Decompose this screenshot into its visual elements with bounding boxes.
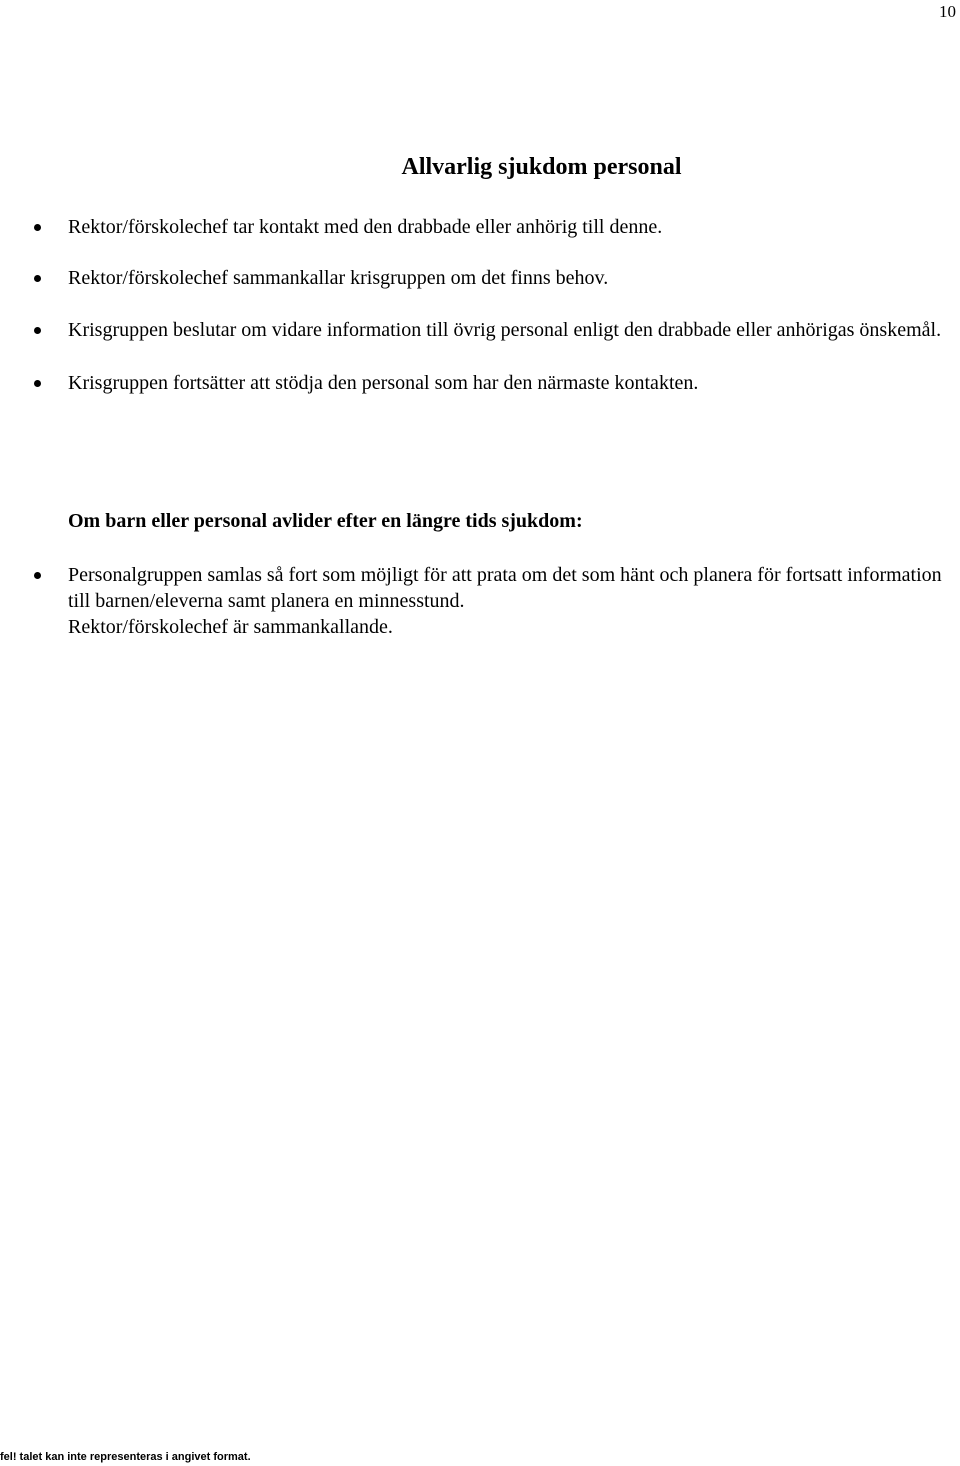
list-item	[0, 370, 960, 396]
section-heading: Om barn eller personal avlider efter en längre tids sjukdom:	[68, 510, 583, 532]
page-number: 10	[939, 2, 956, 21]
page-title: Allvarlig sjukdom personal	[401, 154, 682, 180]
list-item	[0, 317, 960, 343]
bullet-icon	[34, 224, 41, 231]
list-item-text: Krisgruppen fortsätter att stödja den personal som har den närmaste kontakten.	[68, 372, 699, 394]
list-item-text: Rektor/förskolechef sammankallar krisgruppen om det finns behov.	[68, 267, 609, 289]
list-item-text: Krisgruppen beslutar om vidare information till övrig personal enligt den drabbade eller anhörigas önskemål.	[68, 319, 942, 341]
bullet-icon	[34, 572, 41, 579]
bullet-icon	[34, 275, 41, 282]
list-item	[0, 562, 960, 640]
list-item	[0, 265, 960, 291]
bullet-list	[0, 214, 960, 396]
bullet-icon	[34, 327, 41, 334]
list-item-text-continuation: Rektor/förskolechef är sammankallande.	[68, 616, 393, 638]
bullet-icon	[34, 380, 41, 387]
list-item-text: Rektor/förskolechef tar kontakt med den drabbade eller anhörig till denne.	[68, 216, 663, 238]
bullet-list-2	[0, 562, 960, 640]
footer-error-text: fel! talet kan inte representeras i angivet format.	[0, 1451, 251, 1463]
list-item	[0, 214, 960, 240]
list-item-text: Personalgruppen samlas så fort som möjligt för att prata om det som hänt och planera för fortsatt information till barnen/eleverna samt planera en minnesstund.	[68, 564, 942, 612]
